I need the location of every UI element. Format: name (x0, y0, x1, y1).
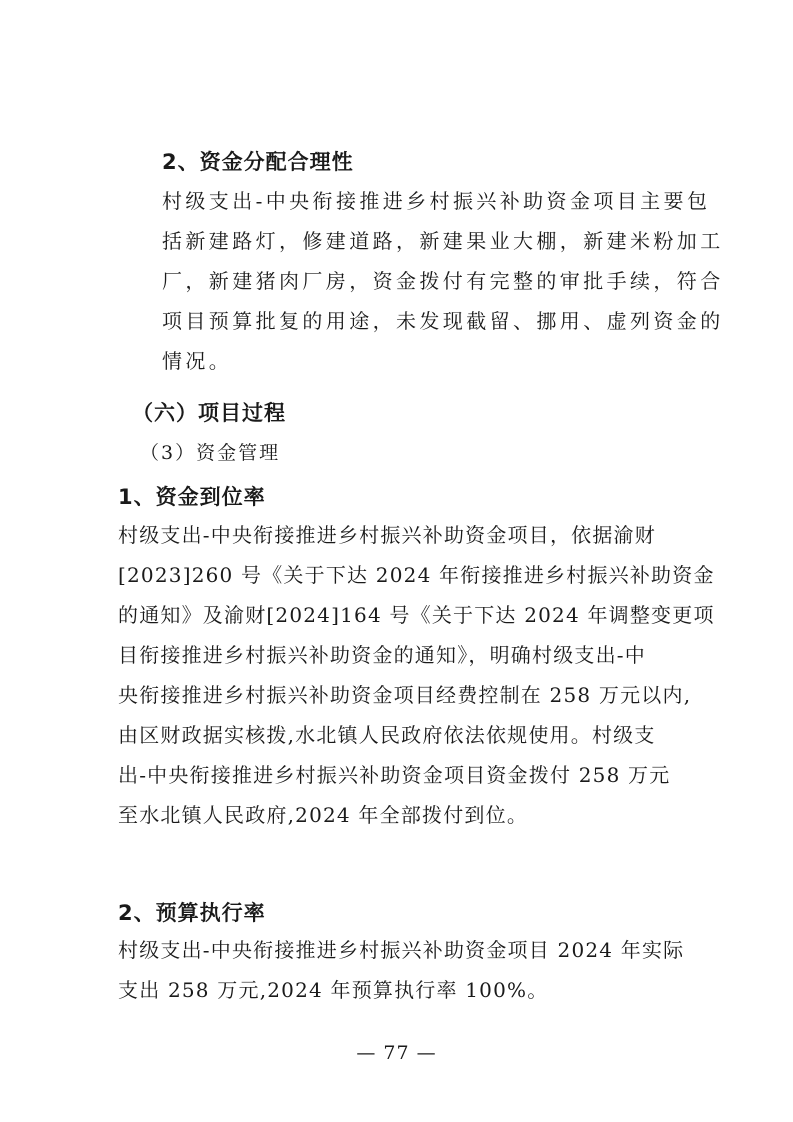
text-line: 的通知》及渝财[2024]164 号《关于下达 2024 年调整变更项 (118, 603, 715, 627)
text-line: 村级支出-中央衔接推进乡村振兴补助资金项目主要包 (162, 189, 711, 213)
paragraph-fund-allocation (162, 181, 724, 381)
text-line: 村级支出-中央衔接推进乡村振兴补助资金项目 2024 年实际 (118, 938, 685, 962)
heading-budget-execution-rate: 2、预算执行率 (118, 901, 266, 925)
text-line: 由区财政据实核拨,水北镇人民政府依法依规使用。村级支 (118, 723, 656, 747)
text-line: 出-中央衔接推进乡村振兴补助资金项目资金拨付 258 万元 (118, 763, 671, 787)
page-number: — 77 — (356, 1042, 437, 1064)
text-line: 项目预算批复的用途，未发现截留、挪用、虚列资金的 (162, 309, 724, 333)
text-line: 情况。 (162, 349, 233, 373)
heading-project-process: （六）项目过程 (132, 401, 286, 425)
text-line: 厂，新建猪肉厂房，资金拨付有完整的审批手续，符合 (162, 269, 724, 293)
text-line: 目衔接推进乡村振兴补助资金的通知》，明确村级支出-中 (118, 643, 646, 667)
paragraph-budget-execution-rate (118, 930, 684, 1010)
paragraph-fund-arrival-rate (118, 515, 715, 835)
text-line: [2023]260 号《关于下达 2024 年衔接推进乡村振兴补助资金 (118, 563, 715, 587)
heading-fund-arrival-rate: 1、资金到位率 (118, 485, 266, 509)
text-line: 村级支出-中央衔接推进乡村振兴补助资金项目，依据渝财 (118, 523, 656, 547)
text-line: 支出 258 万元,2024 年预算执行率 100%。 (118, 978, 549, 1002)
heading-fund-allocation: 2、资金分配合理性 (162, 150, 354, 174)
heading-fund-management: （3）资金管理 (140, 442, 281, 464)
text-line: 至水北镇人民政府,2024 年全部拨付到位。 (118, 803, 529, 827)
text-line: 央衔接推进乡村振兴补助资金项目经费控制在 258 万元以内, (118, 683, 692, 707)
text-line: 括新建路灯，修建道路，新建果业大棚，新建米粉加工 (162, 229, 724, 253)
